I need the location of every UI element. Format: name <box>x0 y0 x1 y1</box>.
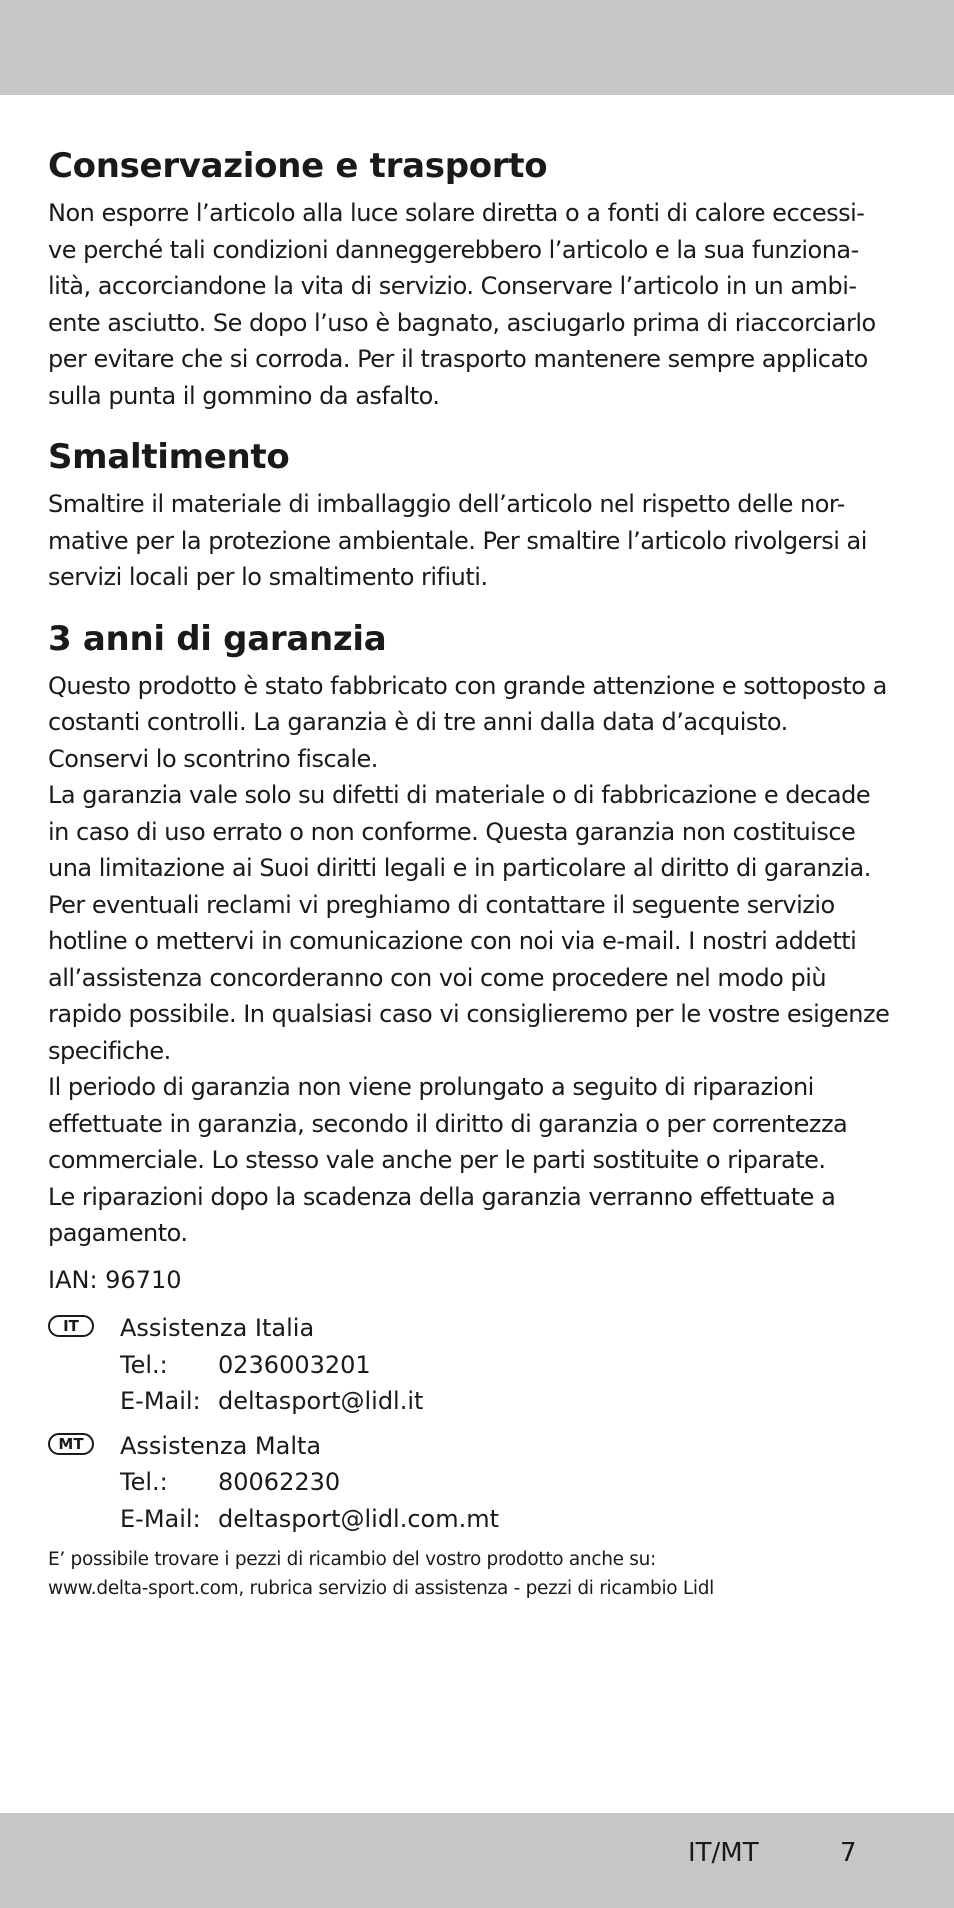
contact-italia <box>48 1310 910 1420</box>
section-title: Conservazione e trasporto <box>48 146 548 186</box>
page-content <box>48 145 910 1603</box>
contact-malta <box>48 1428 910 1538</box>
ian-number: IAN: 96710 <box>48 1265 182 1294</box>
text-line: Questo prodotto è stato fabbricato con grande attenzione e sottoposto a <box>48 671 887 700</box>
text-line: La garanzia vale solo su difetti di materiale o di fabbricazione e decade <box>48 781 871 809</box>
note-line: www.delta-sport.com, rubrica servizio di assistenza - pezzi di ricambio Lidl <box>48 1578 715 1599</box>
email-row <box>120 1501 499 1538</box>
page-number: 7 <box>840 1838 857 1868</box>
section-title: Smaltimento <box>48 437 290 477</box>
text-line: lità, accorciandone la vita di servizio. Conservare l’articolo in un ambi- <box>48 272 857 300</box>
phone-row <box>120 1347 423 1384</box>
text-line: commerciale. Lo stesso vale anche per le parti sostituite o riparate. <box>48 1146 826 1174</box>
phone-label: Tel.: <box>120 1468 168 1496</box>
text-line: ente asciutto. Se dopo l’uso è bagnato, asciugarlo prima di riaccorciarlo <box>48 308 876 337</box>
footer-language-label: IT/MT <box>688 1838 759 1868</box>
email-label: E-Mail: <box>120 1387 201 1415</box>
text-line: in caso di uso errato o non conforme. Questa garanzia non costituisce <box>48 817 856 846</box>
contact-name: Assistenza Malta <box>120 1431 322 1460</box>
section-conservazione <box>48 145 910 414</box>
section-smaltimento <box>48 436 910 596</box>
text-line: Smaltire il materiale di imballaggio dell’articolo nel rispetto delle nor- <box>48 490 845 518</box>
text-line: Le riparazioni dopo la scadenza della garanzia verranno effettuate a <box>48 1182 836 1211</box>
text-line: hotline o mettervi in comunicazione con noi via e-mail. I nostri addetti <box>48 927 857 955</box>
spare-parts-note <box>48 1545 910 1603</box>
email-row <box>120 1383 423 1420</box>
phone-label: Tel.: <box>120 1350 168 1379</box>
phone-number: 80062230 <box>218 1468 341 1496</box>
text-line: una limitazione ai Suoi diritti legali e in particolare al diritto di garanzia. <box>48 854 871 882</box>
text-line: Conservi lo scontrino fiscale. <box>48 744 378 773</box>
section-body <box>48 195 910 414</box>
email-address: deltasport@lidl.it <box>218 1387 424 1415</box>
phone-number: 0236003201 <box>218 1350 371 1379</box>
text-line: ve perché tali condizioni danneggerebbero l’articolo e la sua funziona- <box>48 235 859 264</box>
text-line: servizi locali per lo smaltimento rifiuti. <box>48 563 488 591</box>
section-body <box>48 486 910 596</box>
note-line: E’ possibile trovare i pezzi di ricambio del vostro prodotto anche su: <box>48 1549 656 1570</box>
contact-details <box>120 1428 499 1538</box>
text-line: pagamento. <box>48 1219 188 1247</box>
text-line: mative per la protezione ambientale. Per smaltire l’articolo rivolgersi ai <box>48 526 867 555</box>
section-title: 3 anni di garanzia <box>48 618 387 659</box>
section-body <box>48 668 910 1252</box>
text-line: Per eventuali reclami vi preghiamo di contattare il seguente servizio <box>48 890 835 919</box>
text-line: rapido possibile. In qualsiasi caso vi consiglieremo per le vostre esigenze <box>48 1000 890 1028</box>
text-line: per evitare che si corroda. Per il trasporto mantenere sempre applicato <box>48 345 868 373</box>
text-line: specifiche. <box>48 1036 171 1065</box>
country-badge-it: IT <box>48 1315 94 1337</box>
contact-details <box>120 1310 423 1420</box>
text-line: sulla punta il gommino da asfalto. <box>48 381 440 410</box>
header-band <box>0 0 954 95</box>
email-label: E-Mail: <box>120 1504 201 1533</box>
text-line: costanti controlli. La garanzia è di tre anni dalla data d’acquisto. <box>48 708 788 736</box>
text-line: Non esporre l’articolo alla luce solare diretta o a fonti di calore eccessi- <box>48 199 865 227</box>
text-line: effettuate in garanzia, secondo il diritto di garanzia o per correntezza <box>48 1109 848 1138</box>
email-address: deltasport@lidl.com.mt <box>218 1504 500 1533</box>
contact-name: Assistenza Italia <box>120 1314 315 1342</box>
text-line: all’assistenza concorderanno con voi come procedere nel modo più <box>48 963 827 992</box>
country-badge-mt: MT <box>48 1433 94 1455</box>
text-line: Il periodo di garanzia non viene prolungato a seguito di riparazioni <box>48 1073 814 1101</box>
section-garanzia <box>48 618 910 1252</box>
footer-band <box>0 1813 954 1908</box>
phone-row <box>120 1464 499 1501</box>
